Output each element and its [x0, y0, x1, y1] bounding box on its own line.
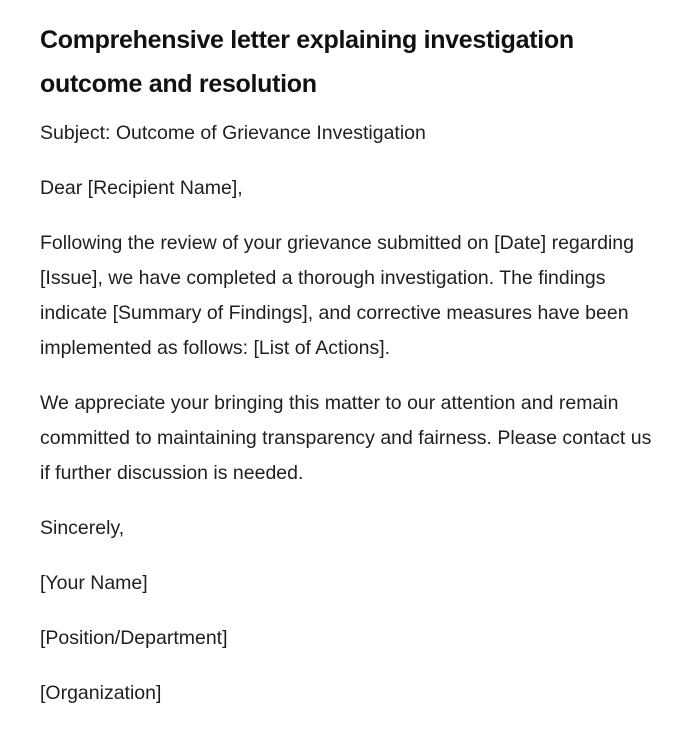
- salutation: Dear [Recipient Name],: [40, 177, 243, 199]
- letter: [40, 18, 665, 731]
- letter-title: Comprehensive letter explaining investigation outcome and resolution: [40, 26, 574, 98]
- closing: Sincerely,: [40, 517, 125, 539]
- subject-line: Subject: Outcome of Grievance Investigation: [40, 122, 426, 144]
- body-paragraph-findings: Following the review of your grievance submitted on [Date] regarding [Issue], we have completed a thorough investigation. The findings indicate [Summary of Findings], and corrective measures have been implemented as follows: [List of Actions].: [40, 232, 634, 359]
- signature-organization: [Organization]: [40, 682, 162, 704]
- signature-name: [Your Name]: [40, 572, 148, 594]
- body-paragraph-appreciation: We appreciate your bringing this matter to our attention and remain committed to maintaining transparency and fairness. Please contact us if further discussion is needed.: [40, 392, 652, 484]
- signature-position: [Position/Department]: [40, 627, 228, 649]
